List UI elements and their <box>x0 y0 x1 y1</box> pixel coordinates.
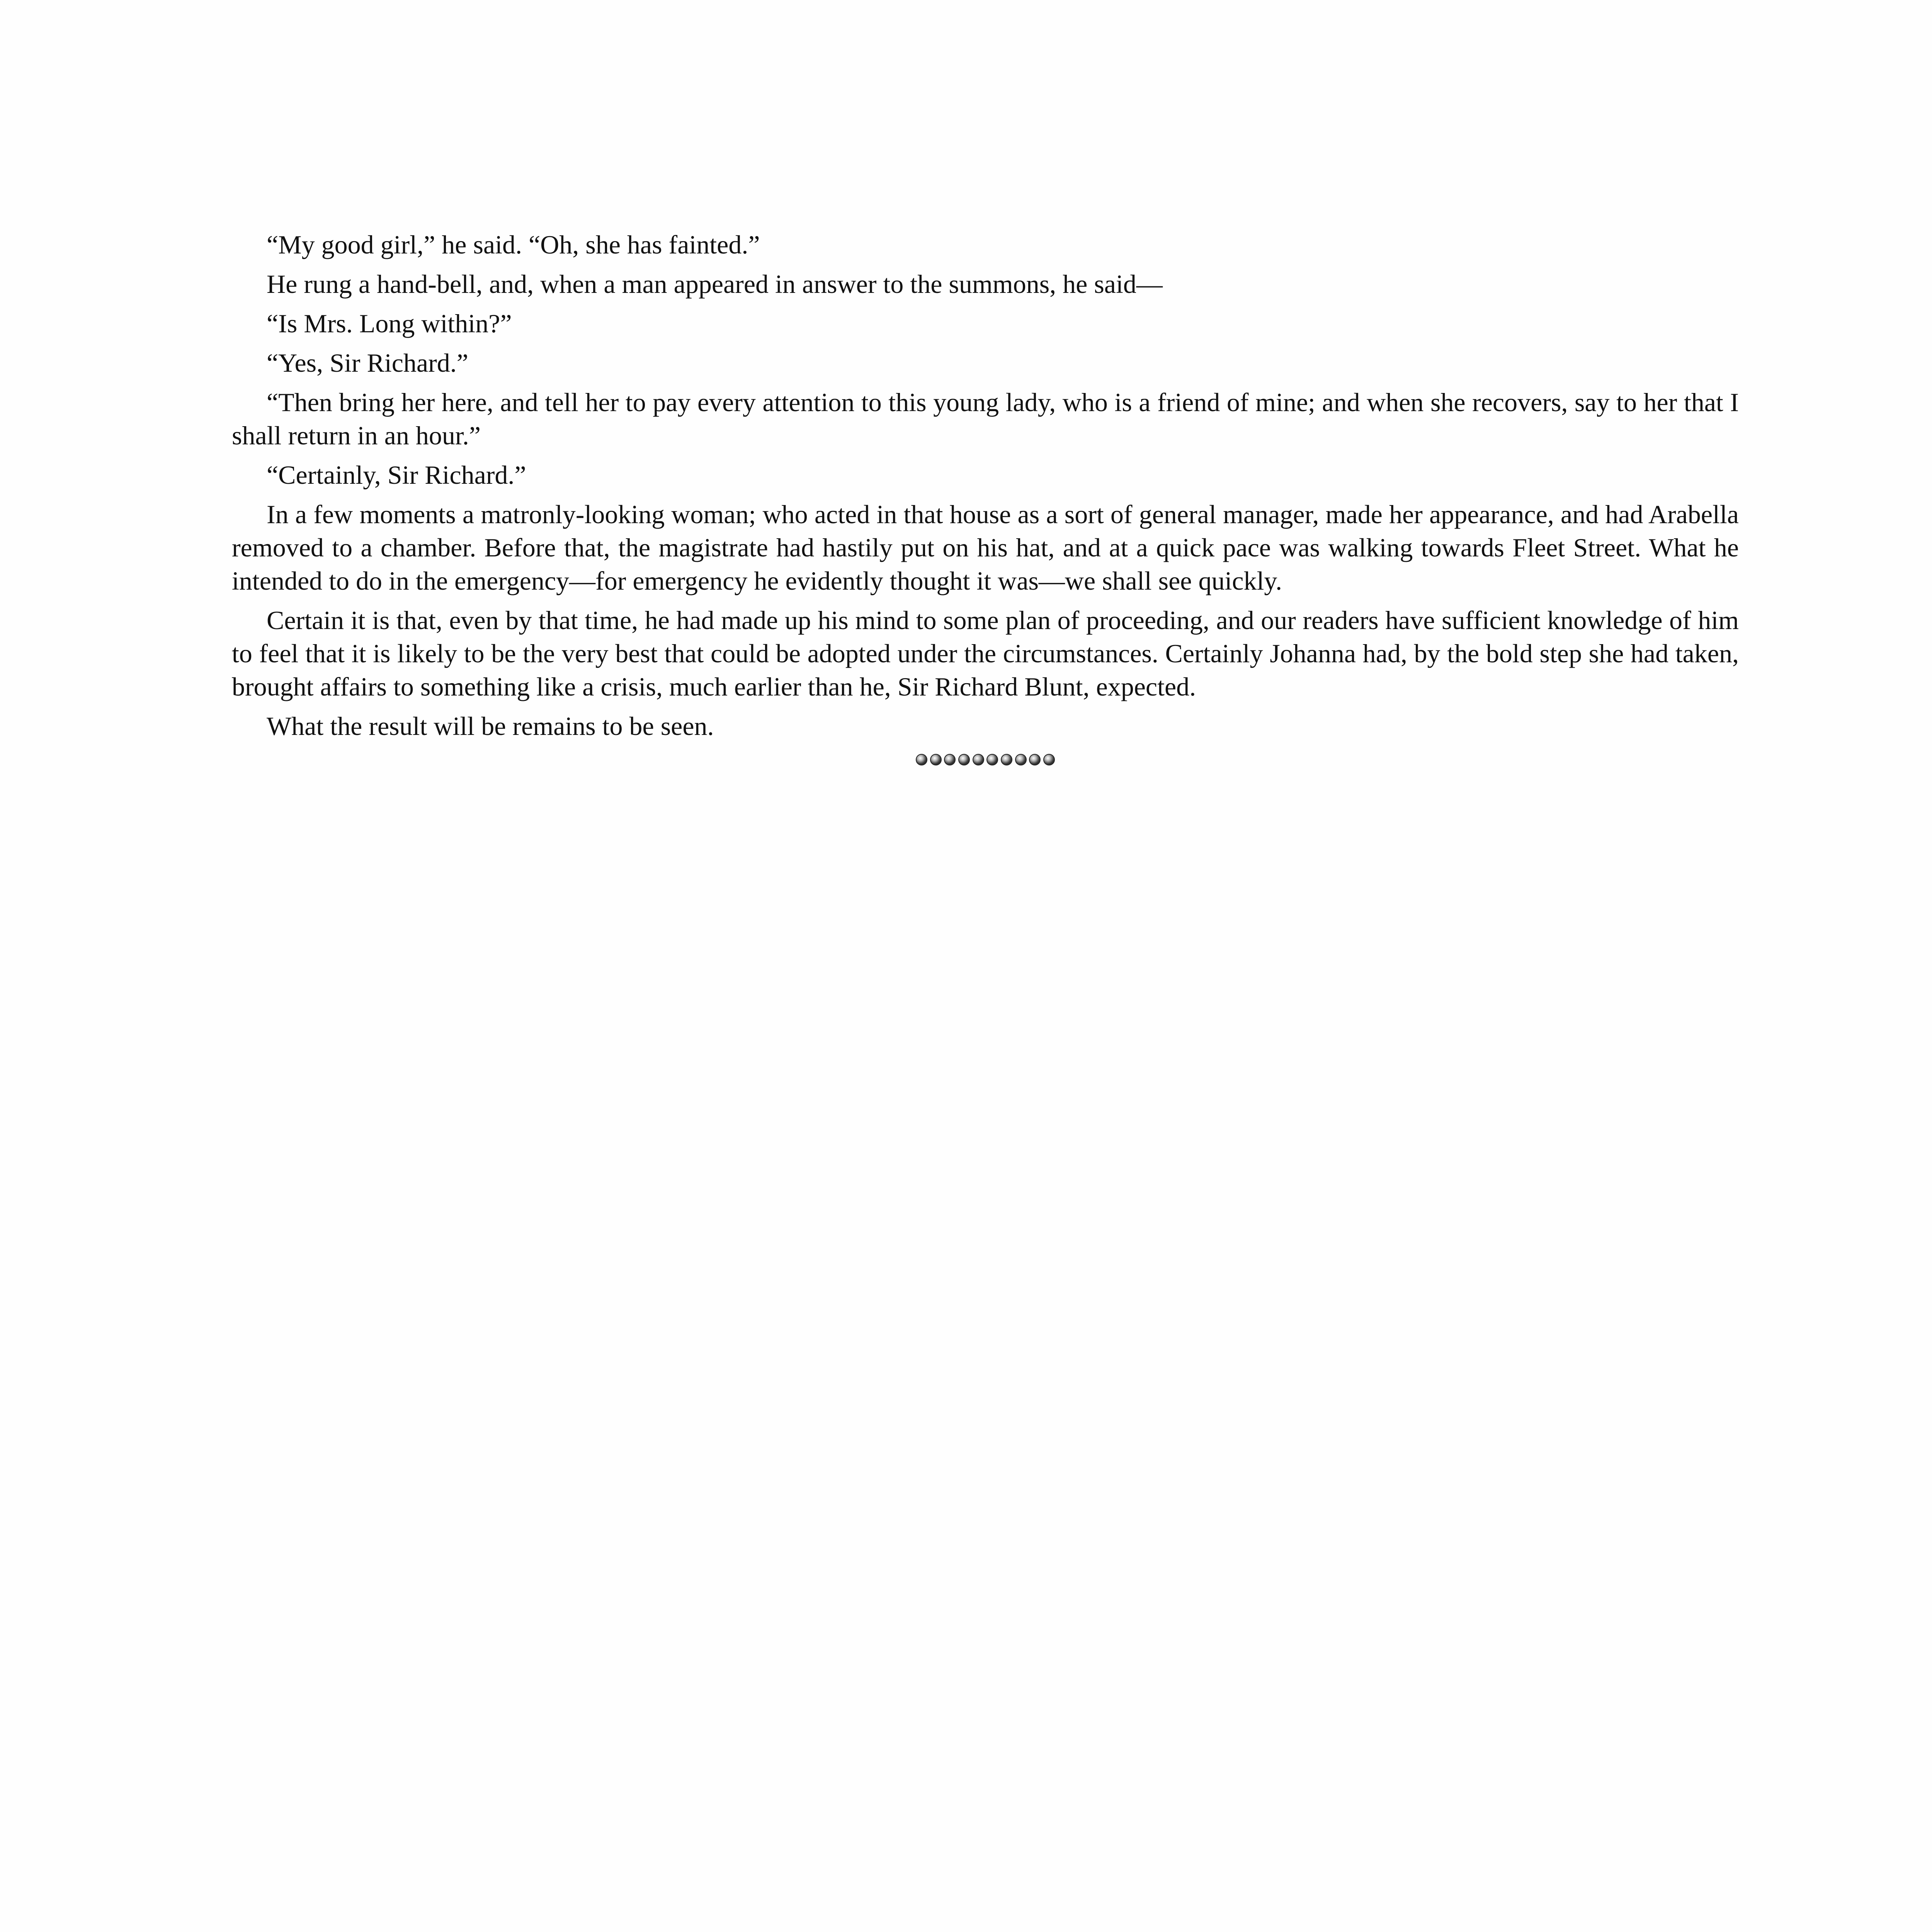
bead-icon <box>973 754 984 765</box>
paragraph-2: He rung a hand-bell, and, when a man appeared in answer to the summons, he said— <box>267 269 1163 299</box>
bead-icon <box>1015 754 1027 765</box>
bead-icon <box>1043 754 1055 765</box>
paragraph-6: “Certainly, Sir Richard.” <box>267 460 526 490</box>
bead-divider-icon <box>916 752 1055 767</box>
paragraph-4: “Yes, Sir Richard.” <box>267 348 468 378</box>
paragraph-3: “Is Mrs. Long within?” <box>267 309 512 338</box>
bead-icon <box>1001 754 1012 765</box>
bead-icon <box>1029 754 1041 765</box>
paragraph-9: What the result will be remains to be seen. <box>267 711 714 741</box>
paragraph-8: Certain it is that, even by that time, he had made up his mind to some plan of proceeding, and our readers have sufficient knowledge of him to feel that it is likely to be the very best that could be adopted under the circumstances. Certainly Johanna had, by the bold step she had taken, brought affairs to something like a crisis, much earlier than he, Sir Richard Blunt, expected. <box>232 605 1739 701</box>
paragraph-1: “My good girl,” he said. “Oh, she has fainted.” <box>267 230 760 259</box>
body-text <box>232 228 1739 749</box>
bead-icon <box>916 754 927 765</box>
paragraph-5: “Then bring her here, and tell her to pay every attention to this young lady, who is a friend of mine; and when she recovers, say to her that I shall return in an hour.” <box>232 388 1739 450</box>
bead-icon <box>944 754 956 765</box>
bead-icon <box>986 754 998 765</box>
paragraph-7: In a few moments a matronly-looking woman; who acted in that house as a sort of general manager, made her appearance, and had Arabella removed to a chamber. Before that, the magistrate had hastily put on his hat, and at a quick pace was walking towards Fleet Street. What he intended to do in the emergency—for emergency he evidently thought it was—we shall see quickly. <box>232 500 1739 595</box>
bead-icon <box>930 754 942 765</box>
bead-icon <box>958 754 970 765</box>
